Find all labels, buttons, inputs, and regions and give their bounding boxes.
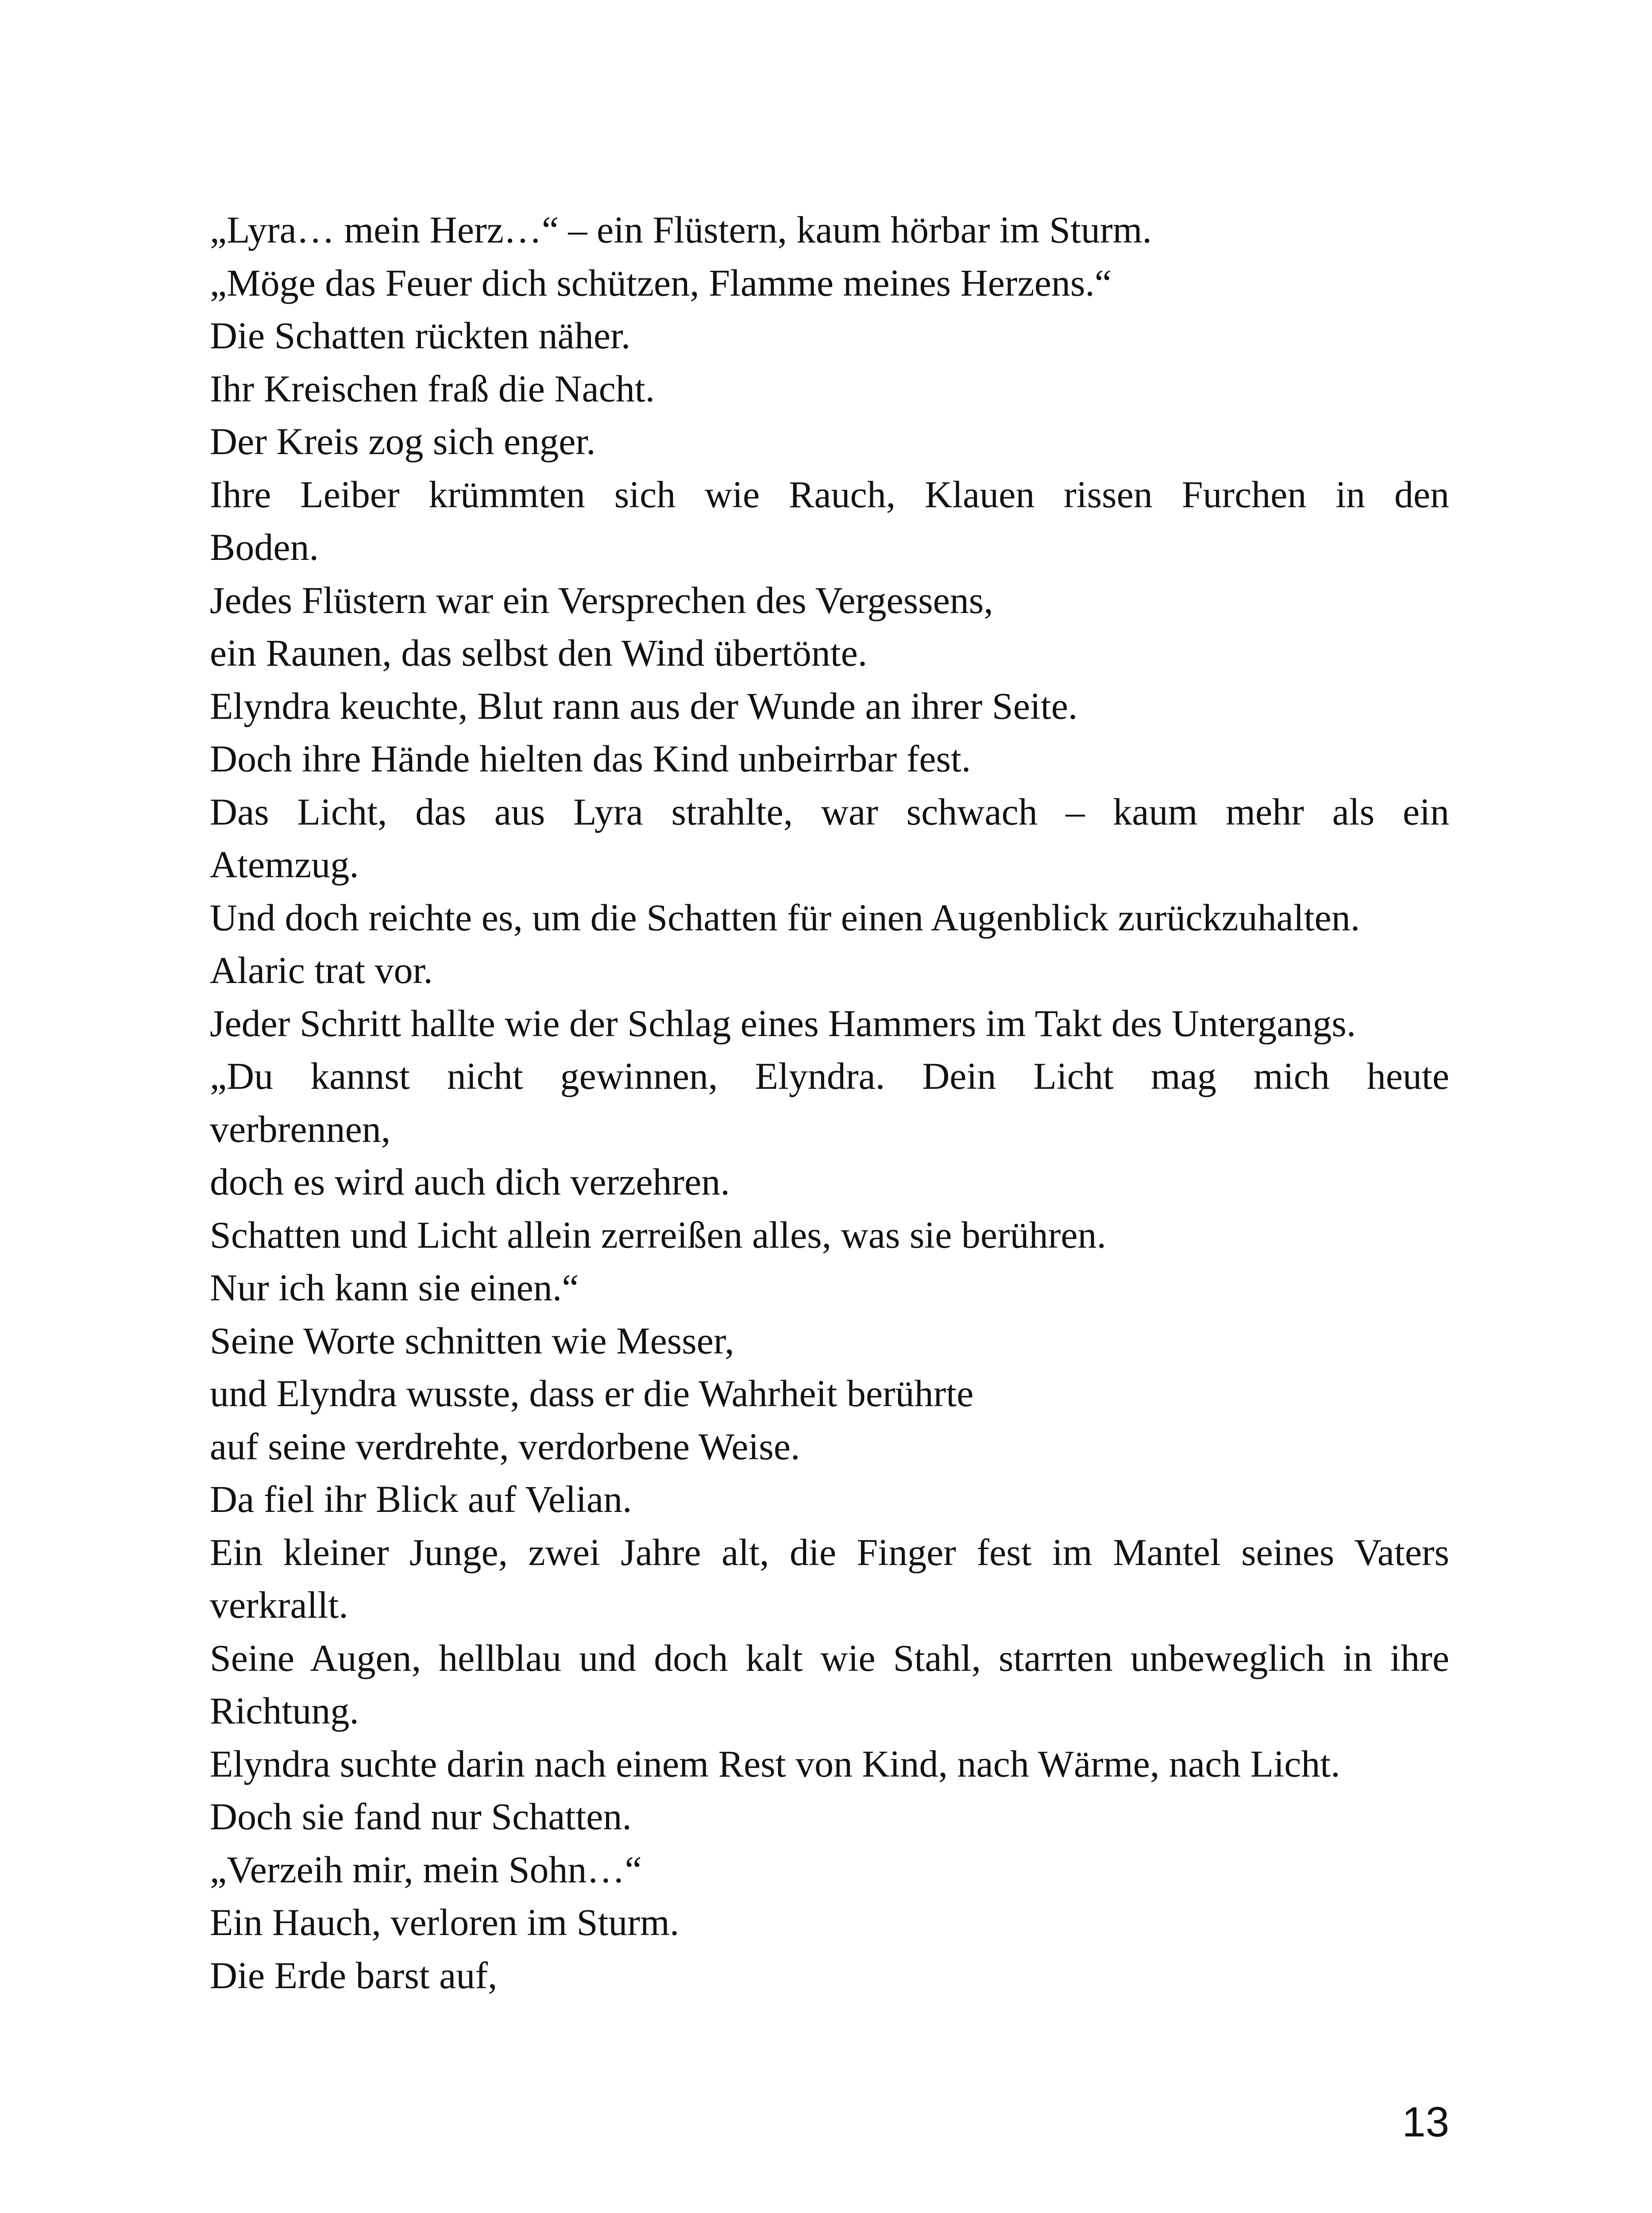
text-line: Da fiel ihr Blick auf Velian. (210, 1478, 632, 1520)
text-line: Schatten und Licht allein zerreißen alles, was sie berühren. (210, 1213, 1106, 1256)
text-line: Seine Augen, hellblau und doch kalt wie Stahl, starrten unbeweglich in ihre (210, 1636, 1449, 1679)
text-line: Jedes Flüstern war ein Versprechen des Vergessens, (210, 578, 993, 621)
page-number: 13 (1402, 2098, 1449, 2146)
text-line: und Elyndra wusste, dass er die Wahrheit berührte (210, 1372, 974, 1415)
body-text (210, 204, 1449, 2002)
text-line: Jeder Schritt hallte wie der Schlag eines Hammers im Takt des Untergangs. (210, 1002, 1356, 1045)
text-line: auf seine verdrehte, verdorbene Weise. (210, 1425, 800, 1468)
text-line: Atemzug. (210, 843, 359, 886)
text-line: Elyndra suchte darin nach einem Rest von Kind, nach Wärme, nach Licht. (210, 1742, 1340, 1785)
text-line: Die Erde barst auf, (210, 1954, 498, 1997)
text-line: Alaric trat vor. (210, 949, 433, 991)
text-line: Boden. (210, 526, 319, 568)
text-line: verkrallt. (210, 1584, 348, 1626)
text-line: Doch ihre Hände hielten das Kind unbeirrbar fest. (210, 737, 971, 780)
text-line: Nur ich kann sie einen.“ (210, 1266, 579, 1309)
text-line: Ihr Kreischen fraß die Nacht. (210, 367, 655, 410)
text-line: Und doch reichte es, um die Schatten für einen Augenblick zurückzuhalten. (210, 896, 1360, 939)
text-line: Richtung. (210, 1689, 359, 1732)
text-line: Seine Worte schnitten wie Messer, (210, 1319, 734, 1362)
text-line: Elyndra keuchte, Blut rann aus der Wunde an ihrer Seite. (210, 684, 1078, 727)
text-line: „Möge das Feuer dich schützen, Flamme meines Herzens.“ (210, 261, 1112, 304)
text-line: Ein Hauch, verloren im Sturm. (210, 1901, 679, 1943)
text-line: Das Licht, das aus Lyra strahlte, war schwach – kaum mehr als ein (210, 790, 1449, 833)
text-line: „Lyra… mein Herz…“ – ein Flüstern, kaum hörbar im Sturm. (210, 208, 1152, 251)
text-line: verbrennen, (210, 1107, 391, 1150)
text-line: Ihre Leiber krümmten sich wie Rauch, Klauen rissen Furchen in den (210, 473, 1449, 516)
text-line: „Verzeih mir, mein Sohn…“ (210, 1848, 642, 1891)
text-line: Die Schatten rückten näher. (210, 314, 631, 357)
text-line: Doch sie fand nur Schatten. (210, 1795, 632, 1838)
text-line: Ein kleiner Junge, zwei Jahre alt, die Finger fest im Mantel seines Vaters (210, 1531, 1449, 1573)
text-line: Der Kreis zog sich enger. (210, 420, 596, 463)
text-line: „Du kannst nicht gewinnen, Elyndra. Dein Licht mag mich heute (210, 1055, 1449, 1097)
text-line: doch es wird auch dich verzehren. (210, 1160, 730, 1203)
text-line: ein Raunen, das selbst den Wind übertönte. (210, 632, 868, 674)
